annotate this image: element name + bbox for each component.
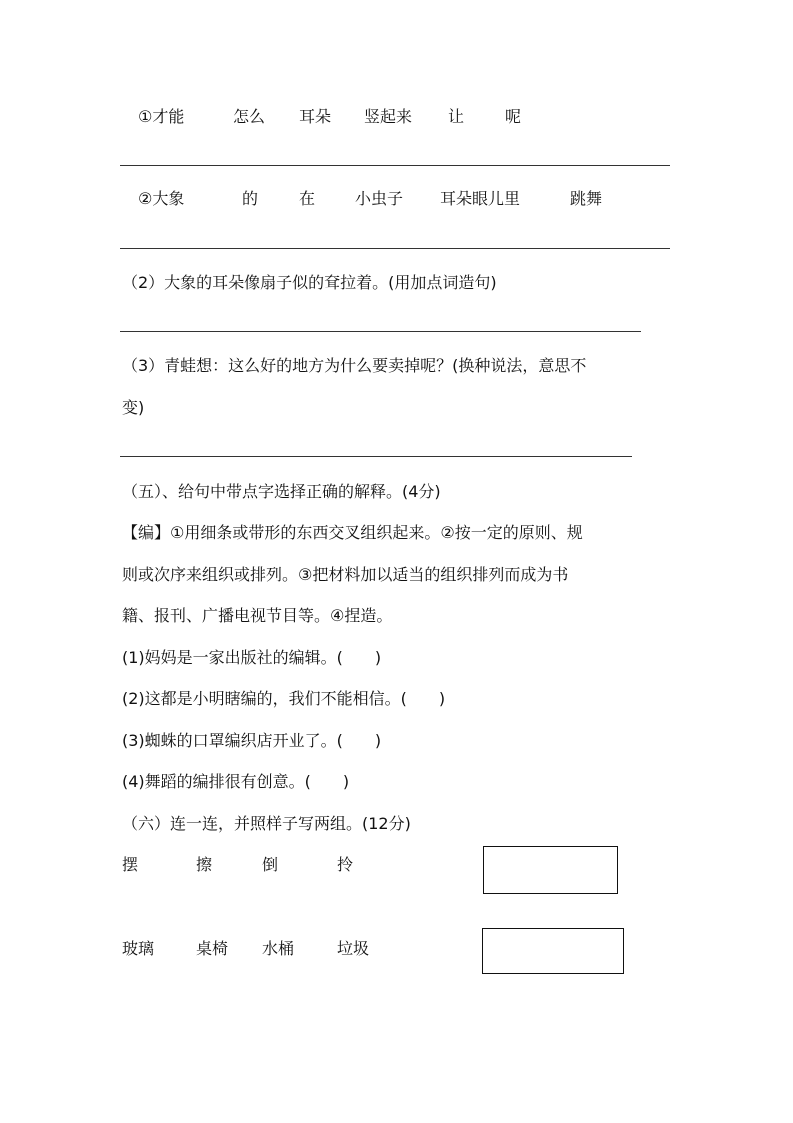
verb-4: 拎 bbox=[337, 855, 354, 874]
noun-1: 玻璃 bbox=[122, 939, 155, 958]
q1-word-1: ①才能 bbox=[138, 107, 185, 126]
answer-line-q2[interactable] bbox=[120, 248, 670, 249]
noun-3: 水桶 bbox=[262, 939, 295, 958]
q1-word-3: 耳朵 bbox=[299, 107, 332, 126]
answer-line-item-3[interactable] bbox=[120, 456, 632, 457]
item-3-text-line-2: 变) bbox=[122, 398, 145, 417]
verb-1: 摆 bbox=[122, 855, 139, 874]
q2-word-5: 耳朵眼儿里 bbox=[440, 189, 521, 208]
noun-2: 桌椅 bbox=[196, 939, 229, 958]
q2-word-1: ②大象 bbox=[138, 189, 185, 208]
q2-word-3: 在 bbox=[299, 189, 316, 208]
q1-word-4: 竖起来 bbox=[364, 107, 413, 126]
answer-line-item-2[interactable] bbox=[120, 331, 641, 332]
q2-word-2: 的 bbox=[242, 189, 259, 208]
question-5-2: (2)这都是小明瞎编的，我们不能相信。( ) bbox=[122, 689, 446, 708]
answer-box-2[interactable] bbox=[482, 928, 624, 974]
definition-line-1: 【编】①用细条或带形的东西交叉组织起来。②按一定的原则、规 bbox=[122, 523, 583, 542]
q1-word-5: 让 bbox=[448, 107, 465, 126]
definition-line-3: 籍、报刊、广播电视节目等。④捏造。 bbox=[122, 606, 393, 625]
answer-line-q1[interactable] bbox=[120, 165, 670, 166]
q2-word-4: 小虫子 bbox=[355, 189, 404, 208]
q1-word-2: 怎么 bbox=[233, 107, 266, 126]
q1-word-6: 呢 bbox=[505, 107, 522, 126]
noun-4: 垃圾 bbox=[337, 939, 370, 958]
question-5-4: (4)舞蹈的编排很有创意。( ) bbox=[122, 772, 350, 791]
section-5-heading: （五）、给句中带点字选择正确的解释。(4分) bbox=[122, 482, 441, 501]
section-6-heading: （六）连一连，并照样子写两组。(12分) bbox=[122, 814, 411, 833]
verb-2: 擦 bbox=[196, 855, 213, 874]
item-3-text-line-1: （3）青蛙想：这么好的地方为什么要卖掉呢？(换种说法，意思不 bbox=[122, 356, 587, 375]
definition-line-2: 则或次序来组织或排列。③把材料加以适当的组织排列而成为书 bbox=[122, 565, 569, 584]
item-2-text: （2）大象的耳朵像扇子似的耷拉着。(用加点词造句) bbox=[122, 273, 497, 292]
answer-box-1[interactable] bbox=[483, 846, 618, 894]
q2-word-6: 跳舞 bbox=[570, 189, 603, 208]
verb-3: 倒 bbox=[262, 855, 279, 874]
question-5-3: (3)蜘蛛的口罩编织店开业了。( ) bbox=[122, 731, 382, 750]
question-5-1: (1)妈妈是一家出版社的编辑。( ) bbox=[122, 648, 382, 667]
